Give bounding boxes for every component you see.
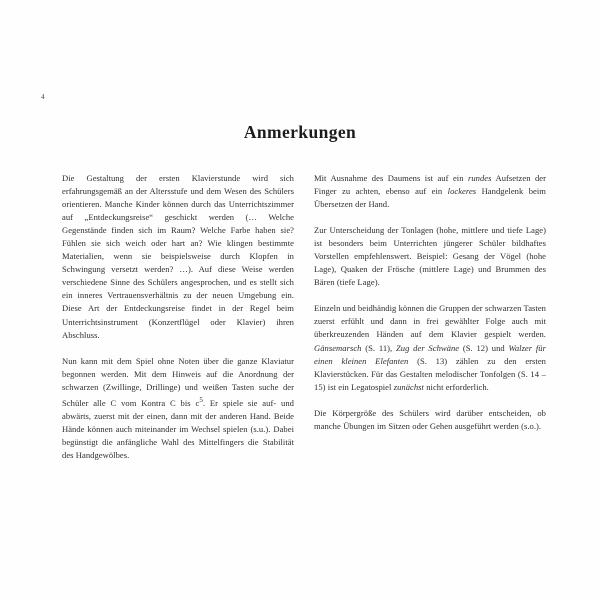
page-number: 4 — [41, 92, 45, 101]
superscript-text: 5 — [199, 395, 203, 404]
text-run: (S. 11), — [361, 342, 396, 353]
text-run: Die Gestaltung der ersten Klavierstunde wird sich erfahrungsgemäß an der Altersstufe und dem Wesen des Schülers orientieren. Manche Kinder können durch das Unterrichtszimmer auf „Entdeckungsreise“ geschickt werden (… Welche Gegenstände finden sich im Raum? Welche Farbe haben sie? Fühlen sie sich weich oder hart an? Wie klingen bestimmte Materialien, wenn sie beispielsweise durch Klopfen in Schwingung versetzt werden? …). Auf diese Weise werden verschiedene Sinne des Schülers angesprochen, und es stellt sich ein inneres Vertrauensverhältnis zu der neuen Umgebung ein. Diese Art der Entdeckungsreise findet in der Regel beim Unterrichtsinstrument (Konzertflügel oder Klavier) ihren Abschluss. — [62, 173, 294, 340]
paragraph — [314, 172, 546, 211]
paragraph — [62, 355, 294, 462]
emphasis-text: Zug der Schwäne — [395, 342, 460, 353]
text-run: (S. 12) und — [459, 342, 509, 353]
text-body — [62, 172, 546, 462]
page-title: Anmerkungen — [243, 122, 357, 142]
text-run: . Er spiele sie auf- und abwärts, zuerst mit der einen, dann mit der anderen Hand. Beide Hände können auch miteinander im Wechsel spielen (s.u.). Dabei begünstigt die anfängliche Wahl des Mittelfingers die Stabilität des Handgewölbes. — [62, 397, 294, 460]
paragraph — [314, 302, 546, 393]
paragraph — [62, 172, 294, 342]
text-run: Mit Ausnahme des Daumens ist auf ein — [314, 173, 468, 183]
text-run: Einzeln und beidhändig können die Gruppen der schwarzen Tasten zuerst erfühlt und dann in frei gewählter Folge auch mit überkreuzenden Händen auf dem Klavier gespielt werden. — [314, 303, 546, 340]
emphasis-text: Walzer für einen kleinen Elefanten — [314, 342, 546, 366]
text-run: Nun kann mit dem Spiel ohne Noten über die ganze Klaviatur begonnen werden. Mit dem Hinweis auf die Anordnung der schwarzen (Zwillinge, Drillinge) und weißen Tasten suche der Schüler alle C vom Kontra C bis c — [62, 355, 294, 408]
text-run: (S. 13) zählen zu den ersten Klavierstücken. Für das Gestalten melodischer Tonfolgen (S. 14 – 15) ist ein Legatospiel — [314, 355, 546, 392]
emphasis-text: lockeres — [447, 186, 477, 197]
text-run: nicht erforderlich. — [423, 381, 489, 392]
text-run: Zur Unterscheidung der Tonlagen (hohe, mittlere und tiefe Lage) ist besonders beim Unterrichten jüngerer Schüler bildhaftes Vorstellen empfehlenswert. Beispiel: Gesang der Vögel (hohe Lage), Quaken der Frösche (mittlere Lage) und Brummen des Bären (tiefe Lage). — [314, 225, 546, 288]
emphasis-text: Gänsemarsch — [314, 342, 362, 353]
emphasis-text: zunächst — [393, 381, 424, 392]
paragraph — [314, 224, 546, 289]
emphasis-text: rundes — [467, 173, 492, 183]
text-run: Handgelenk beim Übersetzen der Hand. — [314, 186, 547, 210]
right-column — [314, 172, 546, 462]
left-column — [62, 172, 294, 462]
text-run: Die Körpergröße des Schülers wird darüber entscheiden, ob manche Übungen im Sitzen oder Gehen ausgeführt werden (s.o.). — [314, 407, 546, 431]
text-run: Aufsetzen der Finger zu achten, ebenso auf ein — [314, 173, 546, 197]
paragraph — [314, 407, 546, 433]
